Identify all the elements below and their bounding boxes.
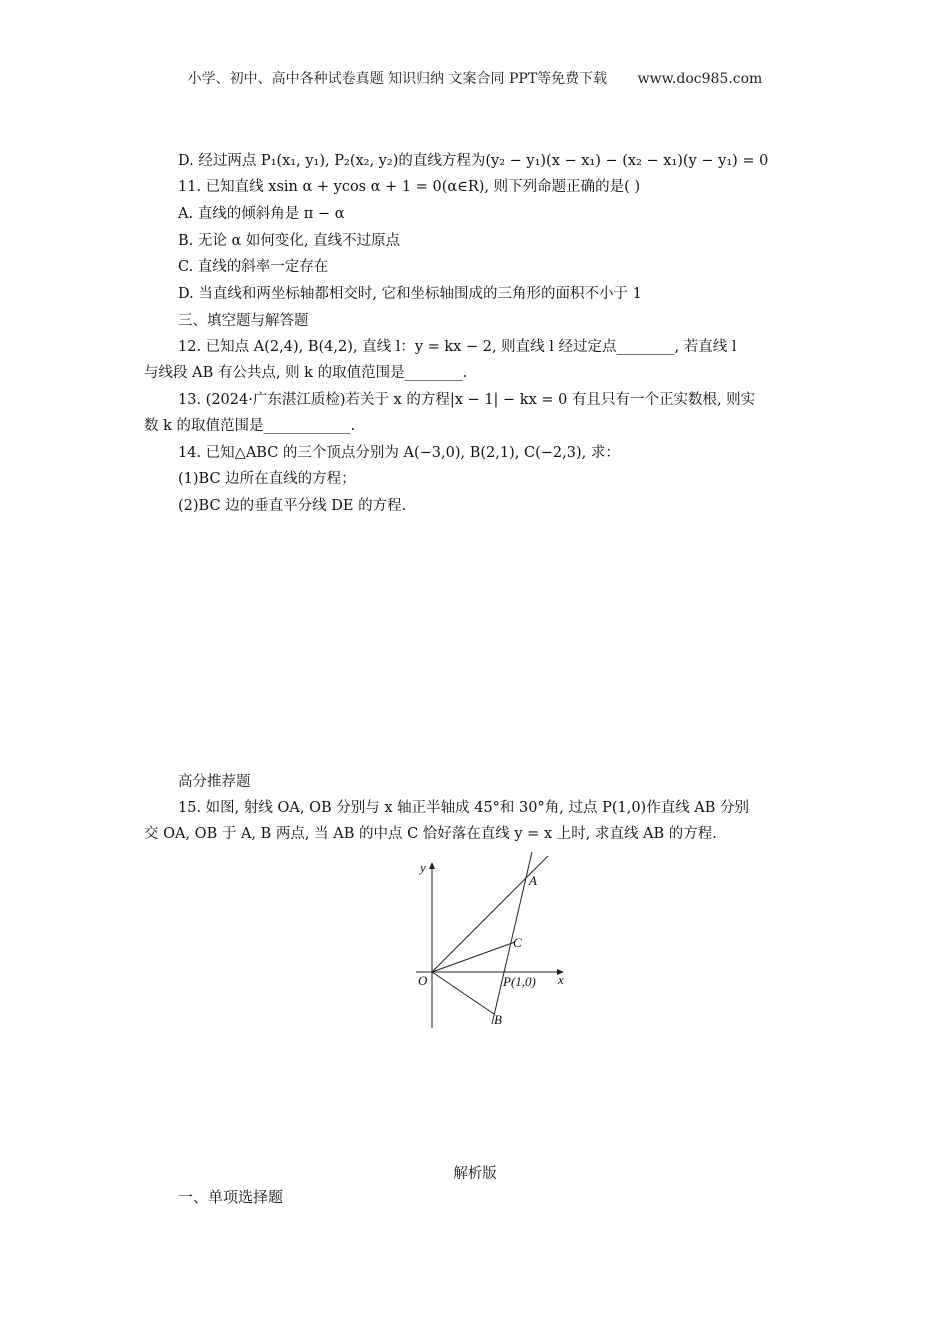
segment-oc [432,942,515,972]
label-p: P(1,0) [503,974,536,989]
section-heading-1: 一、单项选择题 [178,1188,284,1206]
option-d-q11: D. 当直线和两坐标轴都相交时, 它和坐标轴围成的三角形的面积不小于 1 [178,286,642,302]
question-14-part-1: (1)BC 边所在直线的方程； [178,471,356,487]
option-b-q11: B. 无论 α 如何变化, 直线不过原点 [178,233,401,249]
geometry-figure [414,852,570,1030]
label-x: x [558,972,564,987]
question-14-part-2: (2)BC 边的垂直平分线 DE 的方程. [178,498,407,514]
question-15-line-1: 15. 如图, 射线 OA, OB 分别与 x 轴正半轴成 45°和 30°角, 过点 P(1,0)作直线 AB 分别 [178,800,750,816]
option-c-q11: C. 直线的斜率一定存在 [178,259,329,275]
label-o: O [418,973,428,988]
page-header [0,68,950,88]
answer-version-title: 解析版 [453,1166,497,1182]
header-text: 小学、初中、高中各种试卷真题 知识归纳 文案合同 PPT等免费下载 [187,71,608,87]
recommended-heading: 高分推荐题 [178,774,251,790]
option-d-q10: D. 经过两点 P₁(x₁, y₁), P₂(x₂, y₂)的直线方程为(y₂ − y₁)(x − x₁) − (x₂ − x₁)(y − y₁) = 0 [178,153,769,169]
section-heading-3: 三、填空题与解答题 [178,313,309,329]
question-15-line-2: 交 OA, OB 于 A, B 两点, 当 AB 的中点 C 恰好落在直线 y = x 上时, 求直线 AB 的方程. [144,826,717,842]
question-12-line-1: 12. 已知点 A(2,4), B(4,2), 直线 l：y = kx − 2, 则直线 l 经过定点________, 若直线 l [178,339,737,355]
y-axis-arrow [429,862,435,869]
question-14: 14. 已知△ABC 的三个顶点分别为 A(−3,0), B(2,1), C(−2,3), 求： [178,445,620,461]
option-a-q11: A. 直线的倾斜角是 π − α [178,206,345,222]
ray-ob [432,972,494,1014]
question-12-line-2: 与线段 AB 有公共点, 则 k 的取值范围是________. [144,365,468,381]
question-13-line-2: 数 k 的取值范围是____________. [144,418,356,434]
question-13-line-1: 13. (2024·广东湛江质检)若关于 x 的方程|x − 1| − kx = 0 有且只有一个正实数根, 则实 [178,392,756,408]
label-y: y [420,860,426,875]
header-site: www.doc985.com [637,71,763,87]
line-ab [492,852,532,1024]
label-b: B [494,1012,502,1027]
label-a: A [529,873,537,888]
label-c: C [513,935,522,950]
question-11: 11. 已知直线 xsin α + ycos α + 1 = 0(α∈R), 则下列命题正确的是( ) [178,179,641,195]
